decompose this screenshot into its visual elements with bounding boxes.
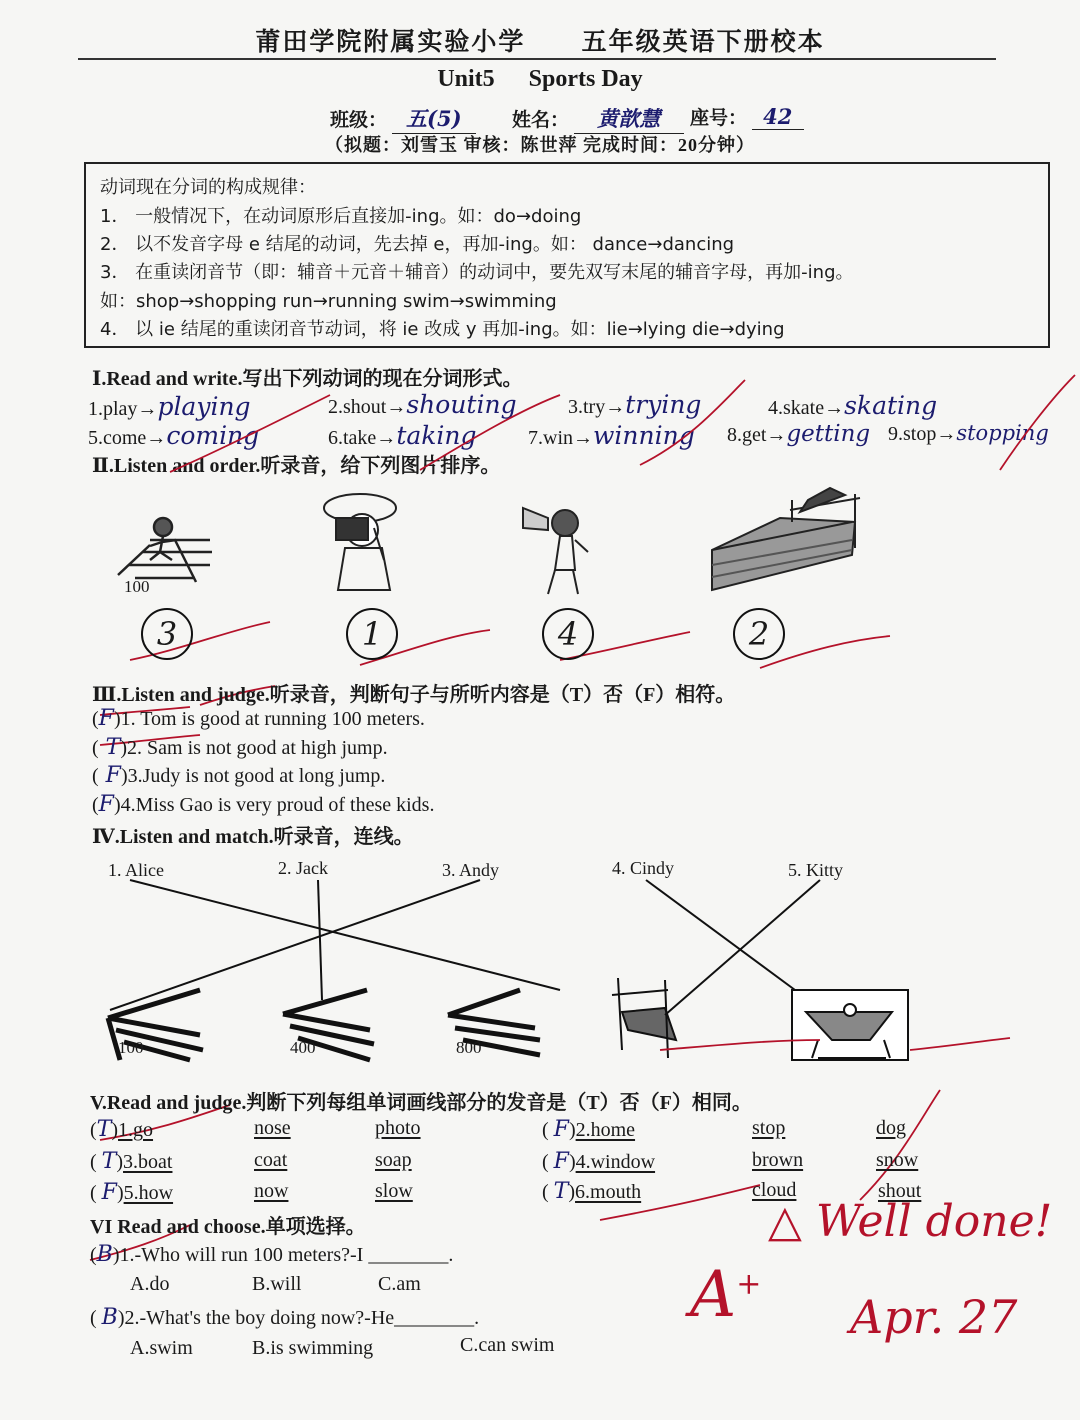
answer-2: shouting: [406, 390, 517, 419]
answer-8: getting: [786, 421, 871, 447]
judge-item-1: (F)1. Tom is good at running 100 meters.: [92, 706, 425, 731]
write-item-9: 9.stop→stopping: [888, 421, 1049, 445]
match-name-alice: 1. Alice: [108, 860, 164, 880]
write-item-5: 5.come→coming: [88, 421, 260, 450]
high-jump-small-picture: [612, 978, 676, 1058]
sound-item-5: ( F)5.how: [90, 1180, 174, 1205]
choice-q2-option-b: B.is swimming: [252, 1337, 374, 1359]
sound-word-brown: brown: [752, 1149, 804, 1171]
credits-line: （拟题：刘雪玉 审核：陈世萍 完成时间：20分钟）: [325, 135, 755, 155]
section-4-title: Ⅳ.Listen and match.听录音，连线。: [92, 826, 414, 848]
order-answer-2: 1: [346, 608, 398, 660]
answer-6: taking: [396, 421, 477, 450]
megaphone-kid-picture: [523, 508, 588, 594]
sound-word-shout: shout: [878, 1180, 922, 1202]
rule-4: 4． 以 ie 结尾的重读闭音节动词，将 ie 改成 y 再加-ing。如：lie→lying die→dying: [100, 319, 785, 340]
high-jump-picture: [712, 488, 860, 590]
sound-word-stop: stop: [752, 1117, 786, 1139]
name-label: 姓名：: [512, 110, 570, 131]
sound-item-2: ( F)2.home: [542, 1117, 636, 1142]
answer-1: playing: [157, 392, 251, 421]
book-name: 五年级英语下册校本: [581, 29, 825, 56]
choice-q2-option-a: A.swim: [130, 1337, 193, 1359]
track-label-100: 100: [118, 1038, 144, 1057]
write-item-3: 3.try→trying: [568, 390, 702, 419]
school-name: 莆田学院附属实验小学: [255, 29, 526, 56]
write-item-7: 7.win→winning: [528, 421, 695, 450]
section-1-title: Ⅰ.Read and write.写出下列动词的现在分词形式。: [92, 368, 523, 390]
name-value: 黄歆慧: [574, 103, 684, 134]
judge-item-2: ( T)2. Sam is not good at high jump.: [92, 735, 388, 760]
sound-item-1: (T)1.go: [90, 1117, 154, 1142]
teacher-comment: △ Well done!: [768, 1196, 1053, 1247]
order-answer-1: 3: [141, 608, 193, 660]
seat-label: 座号：: [690, 108, 748, 129]
class-label: 班级：: [330, 110, 388, 131]
sound-word-cloud: cloud: [752, 1179, 797, 1201]
match-name-kitty: 5. Kitty: [788, 860, 844, 880]
sound-item-3: ( T)3.boat: [90, 1149, 173, 1174]
track-label-100-pic: 100: [124, 577, 150, 596]
sound-item-4: ( F)4.window: [542, 1149, 656, 1174]
order-answer-4: 2: [733, 608, 785, 660]
seat-value: 42: [752, 104, 804, 130]
rule-heading: 动词现在分词的构成规律：: [100, 177, 316, 198]
sound-word-dog: dog: [876, 1117, 906, 1139]
track-label-400: 400: [290, 1038, 316, 1057]
answer-3: trying: [625, 390, 702, 419]
sound-word-photo: photo: [375, 1117, 421, 1139]
section-3-title: Ⅲ.Listen and judge.听录音，判断句子与所听内容是（T）否（F）相符。: [92, 684, 736, 706]
photographer-picture: [324, 494, 396, 590]
write-item-6: 6.take→taking: [328, 421, 477, 450]
teacher-date: Apr. 27: [850, 1290, 1018, 1344]
match-name-jack: 2. Jack: [278, 858, 328, 878]
choice-q1-option-a: A.do: [130, 1273, 170, 1295]
section-5-title: V.Read and judge.判断下列每组单词画线部分的发音是（T）否（F）相同。: [90, 1092, 752, 1114]
match-name-andy: 3. Andy: [442, 860, 500, 880]
sound-word-soap: soap: [375, 1149, 412, 1171]
choice-question-1: (B)1.-Who will run 100 meters?-I ________.: [90, 1242, 454, 1267]
rule-3: 3． 在重读闭音节（即：辅音＋元音＋辅音）的动词中，要先双写末尾的辅音字母，再加-ing。: [100, 262, 854, 283]
sound-word-coat: coat: [254, 1149, 288, 1171]
unit-topic: Sports Day: [528, 66, 643, 92]
choice-q1-option-c: C.am: [378, 1273, 421, 1295]
sound-word-nose: nose: [254, 1117, 291, 1139]
rule-2: 2． 以不发音字母 e 结尾的动词，先去掉 e，再加-ing。如： dance→dancing: [100, 234, 735, 255]
choice-question-2: ( B)2.-What's the boy doing now?-He________.: [90, 1305, 480, 1330]
write-item-8: 8.get→getting: [727, 421, 871, 447]
judge-item-3: ( F)3.Judy is not good at long jump.: [92, 763, 386, 788]
section-6-title: VI Read and choose.单项选择。: [90, 1216, 366, 1238]
matching-lines: [110, 880, 820, 1015]
answer-4: skating: [844, 391, 938, 420]
write-item-4: 4.skate→skating: [768, 391, 938, 420]
match-name-cindy: 4. Cindy: [612, 858, 675, 878]
choice-q1-option-b: B.will: [252, 1273, 302, 1295]
track-label-800: 800: [456, 1038, 482, 1057]
section-2-title: Ⅱ.Listen and order.听录音，给下列图片排序。: [92, 455, 501, 477]
sound-word-snow: snow: [876, 1149, 919, 1171]
order-answer-3: 4: [542, 608, 594, 660]
sound-word-now: now: [254, 1180, 289, 1202]
choice-q2-option-c: C.can swim: [460, 1334, 555, 1356]
judge-item-4: (F)4.Miss Gao is very proud of these kids.: [92, 792, 435, 817]
long-jump-picture: [792, 990, 908, 1060]
unit-label: Unit5: [437, 66, 495, 92]
write-item-2: 2.shout→shouting: [328, 390, 517, 419]
sound-item-6: ( T)6.mouth: [542, 1179, 642, 1204]
teacher-grade: A+: [690, 1258, 762, 1332]
rule-1: 1． 一般情况下，在动词原形后直接加-ing。如：do→doing: [100, 206, 582, 227]
class-value: 五(5): [392, 103, 476, 134]
answer-7: winning: [593, 421, 695, 450]
sound-word-slow: slow: [375, 1180, 413, 1202]
answer-5: coming: [166, 421, 260, 450]
rule-3-examples: 如：shop→shopping run→running swim→swimming: [100, 291, 557, 312]
write-item-1: 1.play→playing: [88, 392, 251, 421]
runner-track-picture: [118, 518, 212, 582]
answer-9: stopping: [956, 421, 1049, 445]
